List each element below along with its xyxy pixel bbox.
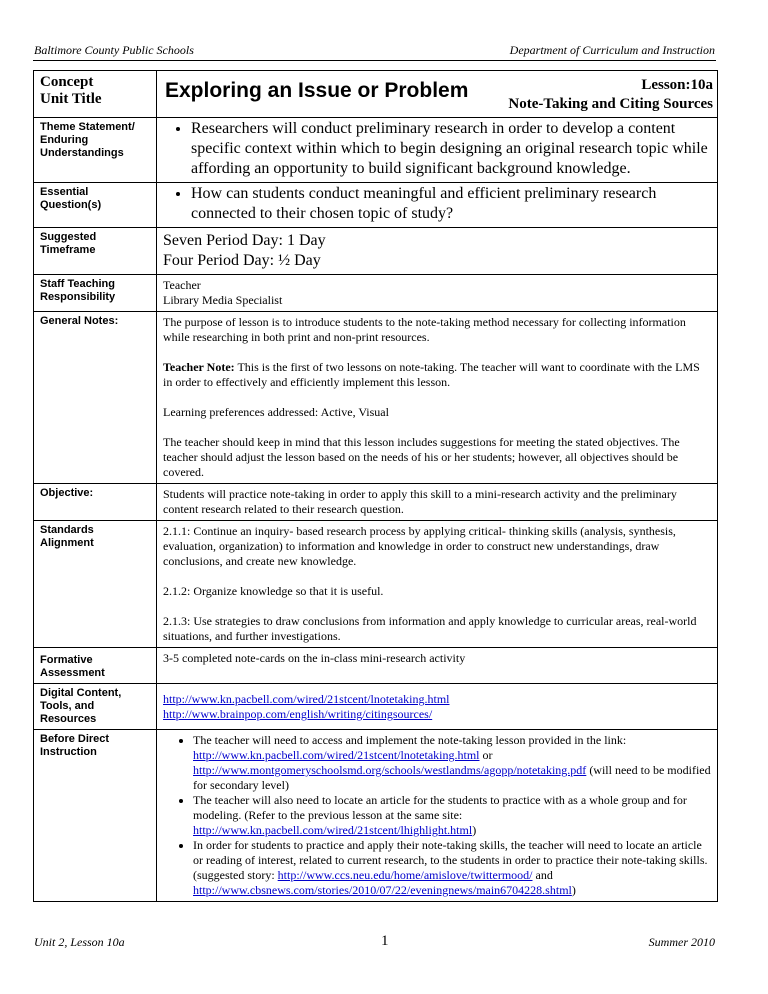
timeframe-label: Suggested Timeframe <box>34 228 157 275</box>
timeframe-row <box>34 228 718 275</box>
formative-content: 3-5 completed note-cards on the in-class mini-research activity <box>157 648 718 684</box>
teacher-note-text: This is the first of two lessons on note-taking. The teacher will want to coordinate with the LMS in order to effectively and efficiently implement this lesson. <box>163 360 700 389</box>
standards-content <box>157 521 718 648</box>
before-link-twittermood[interactable]: http://www.ccs.neu.edu/home/amislove/twittermood/ <box>277 868 533 882</box>
before-label: Before Direct Instruction <box>34 730 157 902</box>
essential-label: Essential Question(s) <box>34 183 157 228</box>
before-link-montgomery[interactable]: http://www.montgomeryschoolsmd.org/schools/westlandms/agopp/notetaking.pdf <box>193 763 587 777</box>
notes-row <box>34 312 718 484</box>
notes-content <box>157 312 718 484</box>
concept-unit-label <box>34 71 157 118</box>
digital-link-notetaking[interactable]: http://www.kn.pacbell.com/wired/21stcent/lnotetaking.html <box>163 692 450 706</box>
staff-lms: Library Media Specialist <box>163 293 283 307</box>
standards-label: Standards Alignment <box>34 521 157 648</box>
staff-label: Staff Teaching Responsibility <box>34 275 157 312</box>
notes-label: General Notes: <box>34 312 157 484</box>
standard-2-1-2: 2.1.2: Organize knowledge so that it is useful. <box>163 584 384 598</box>
before-row <box>34 730 718 902</box>
before-bullet-3: • In order for students to practice and apply their note-taking skills, the teacher will need to locate an article or reading of interest, related to current research, to the students in order to practice their note-taking skills. (suggested story: http://www.ccs.neu.edu/home/amislove/twittermood/ and http://www.cbsnews.com/stories/2010/07/22/eveningnews/main6704228.shtml) <box>193 838 711 898</box>
digital-content <box>157 684 718 730</box>
before-bullet-1: • The teacher will need to access and implement the note-taking lesson provided in the link: http://www.kn.pacbell.com/wired/21stcent/lnotetaking.html or http://www.montgomeryschoolsmd.org/schools/westlandms/agopp/notetaking.pdf (will need to be modified for secondary level) <box>193 733 711 793</box>
formative-label: Formative Assessment <box>34 648 157 684</box>
staff-content <box>157 275 718 312</box>
objective-label: Objective: <box>34 484 157 521</box>
theme-bullet: • Researchers will conduct preliminary research in order to develop a content specific context within which to begin designing an original research topic while affording an opportunity to build significant background knowledge. <box>191 119 711 179</box>
theme-content <box>157 118 718 183</box>
essential-row <box>34 183 718 228</box>
lesson-table <box>33 70 718 902</box>
standard-2-1-1: 2.1.1: Continue an inquiry- based research process by applying critical- thinking skills (analysis, synthesis, evaluation, organization) to information and knowledge in order to construct new understandings, draw conclusions, and create new knowledge. <box>163 524 676 568</box>
objective-content: Students will practice note-taking in order to apply this skill to a mini-research activity and the preliminary content research related to their research question. <box>157 484 718 521</box>
staff-teacher: Teacher <box>163 278 201 292</box>
before-link-notetaking[interactable]: http://www.kn.pacbell.com/wired/21stcent/lnotetaking.html <box>193 748 480 762</box>
notes-learning-preferences: Learning preferences addressed: Active, Visual <box>163 405 389 419</box>
concept-label: Concept <box>40 74 94 90</box>
lesson-title: Exploring an Issue or Problem <box>165 79 469 102</box>
before-link-cbsnews[interactable]: http://www.cbsnews.com/stories/2010/07/22/eveningnews/main6704228.shtml <box>193 883 572 897</box>
header-right: Department of Curriculum and Instruction <box>509 43 715 57</box>
footer-left: Unit 2, Lesson 10a <box>34 935 125 949</box>
lesson-subtitle: Note-Taking and Citing Sources <box>508 96 713 112</box>
essential-bullet: • How can students conduct meaningful and efficient preliminary research connected to their chosen topic of study? <box>191 184 711 224</box>
footer-right: Summer 2010 <box>648 935 715 949</box>
notes-purpose: The purpose of lesson is to introduce students to the note-taking method necessary for collecting information while researching in both print and non-print resources. <box>163 315 686 344</box>
standard-2-1-3: 2.1.3: Use strategies to draw conclusions from information and apply knowledge to curricular areas, real-world situations, and further investigations. <box>163 614 697 643</box>
theme-label: Theme Statement/ Enduring Understandings <box>34 118 157 183</box>
formative-row <box>34 648 718 684</box>
title-row <box>34 71 718 118</box>
theme-row <box>34 118 718 183</box>
before-content <box>157 730 718 902</box>
before-link-highlight[interactable]: http://www.kn.pacbell.com/wired/21stcent/lhighlight.html <box>193 823 473 837</box>
essential-content <box>157 183 718 228</box>
notes-teacher-note <box>163 360 711 390</box>
header-rule <box>33 60 716 61</box>
title-cell <box>157 71 718 118</box>
digital-label: Digital Content, Tools, and Resources <box>34 684 157 730</box>
staff-row <box>34 275 718 312</box>
notes-adjust: The teacher should keep in mind that this lesson includes suggestions for meeting the stated objectives. The teacher should adjust the lesson based on the needs of his or her students; however, all objectives should be covered. <box>163 435 680 479</box>
unit-title-label: Unit Title <box>40 91 102 107</box>
timeframe-content <box>157 228 718 275</box>
before-bullet-2: • The teacher will also need to locate an article for the students to practice with as a whole group and for modeling. (Refer to the previous lesson at the same site: http://www.kn.pacbell.com/wired/21stcent/lhighlight.html) <box>193 793 711 838</box>
timeframe-four: Four Period Day: ½ Day <box>163 252 321 269</box>
teacher-note-label: Teacher Note: <box>163 360 235 374</box>
digital-link-brainpop[interactable]: http://www.brainpop.com/english/writing/citingsources/ <box>163 707 433 721</box>
standards-row <box>34 521 718 648</box>
objective-row <box>34 484 718 521</box>
timeframe-seven: Seven Period Day: 1 Day <box>163 232 326 249</box>
header-left: Baltimore County Public Schools <box>34 43 194 57</box>
page-number: 1 <box>381 933 389 949</box>
digital-row <box>34 684 718 730</box>
lesson-number: Lesson:10a <box>641 77 713 93</box>
